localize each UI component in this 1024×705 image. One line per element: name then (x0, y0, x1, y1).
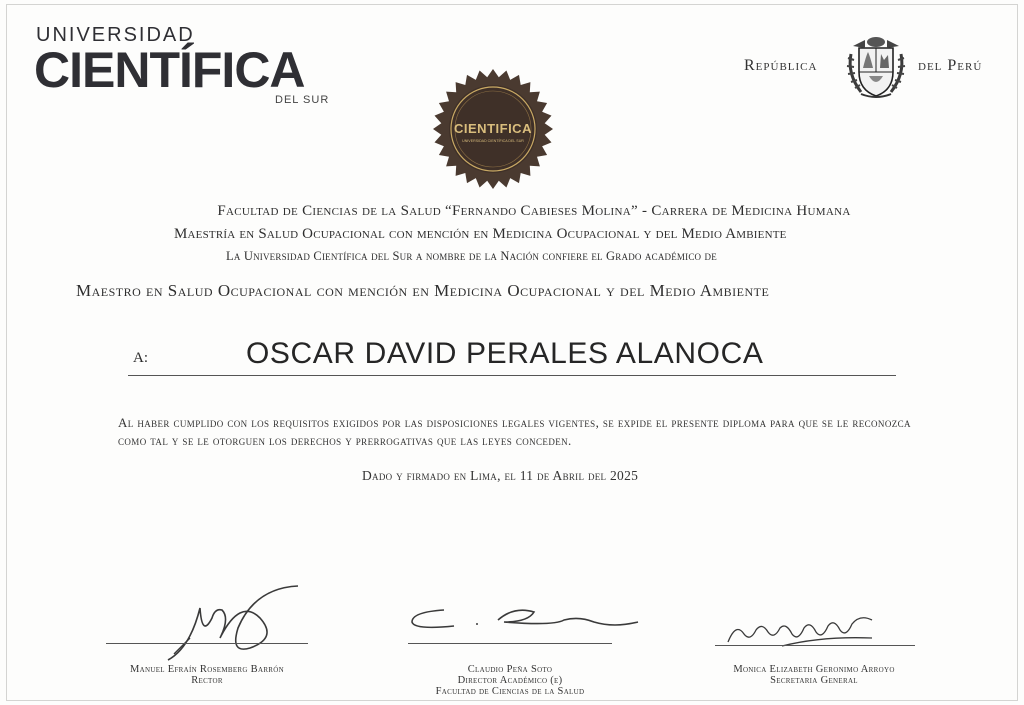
republic-left-text: República (744, 57, 818, 74)
diploma-body-text: Al haber cumplido con los requisitos exigidos por las disposiciones legales vigentes, se expide el presente diploma para que se le reconozca como tal y se le otorguen los derechos y prerrogativas que las leyes conceden. (118, 415, 911, 448)
secretary-name: Monica Elizabeth Geronimo Arroyo (733, 664, 895, 675)
program-line: Maestría en Salud Ocupacional con mención en Medicina Ocupacional y del Medio Ambiente (174, 226, 787, 242)
secretary-title: Secretaria General (770, 675, 858, 686)
name-underline (128, 375, 896, 376)
logo-main-text: CIENTÍFICA (34, 42, 305, 98)
recipient-name: OSCAR DAVID PERALES ALANOCA (246, 337, 764, 370)
director-name: Claudio Peña Soto (467, 664, 553, 675)
director-title: Director Académico (e) (457, 675, 563, 686)
republic-right-text: del Perú (918, 57, 983, 74)
director-signature-line (408, 643, 612, 644)
conferral-line: La Universidad Científica del Sur a nombre de la Nación confiere el Grado académico de (226, 249, 717, 263)
seal-subtext: UNIVERSIDAD CIENTÍFICA DEL SUR (462, 139, 524, 143)
rector-signature-line (106, 643, 308, 644)
degree-title: Maestro en Salud Ocupacional con mención en Medicina Ocupacional y del Medio Ambiente (76, 281, 770, 300)
rector-title: Rector (191, 675, 223, 686)
director-department: Facultad de Ciencias de la Salud (435, 686, 585, 697)
coat-of-arms-icon (845, 34, 907, 100)
rector-signature-icon (160, 578, 310, 668)
secretary-signature-line (715, 645, 915, 646)
logo-sub-text: DEL SUR (275, 94, 330, 106)
university-seal-icon (432, 68, 554, 190)
logo-top-text: UNIVERSIDAD (36, 24, 195, 46)
faculty-line: Facultad de Ciencias de la Salud “Fernando Cabieses Molina” - Carrera de Medicina Humana (217, 203, 851, 219)
secretary-signature-icon (722, 612, 898, 652)
recipient-label: A: (133, 350, 148, 366)
seal-text: CIENTIFICA (454, 121, 532, 136)
director-signature-icon (404, 600, 644, 640)
date-line: Dado y firmado en Lima, el 11 de Abril del 2025 (362, 468, 639, 483)
rector-name: Manuel Efraín Rosemberg Barrón (130, 664, 284, 675)
